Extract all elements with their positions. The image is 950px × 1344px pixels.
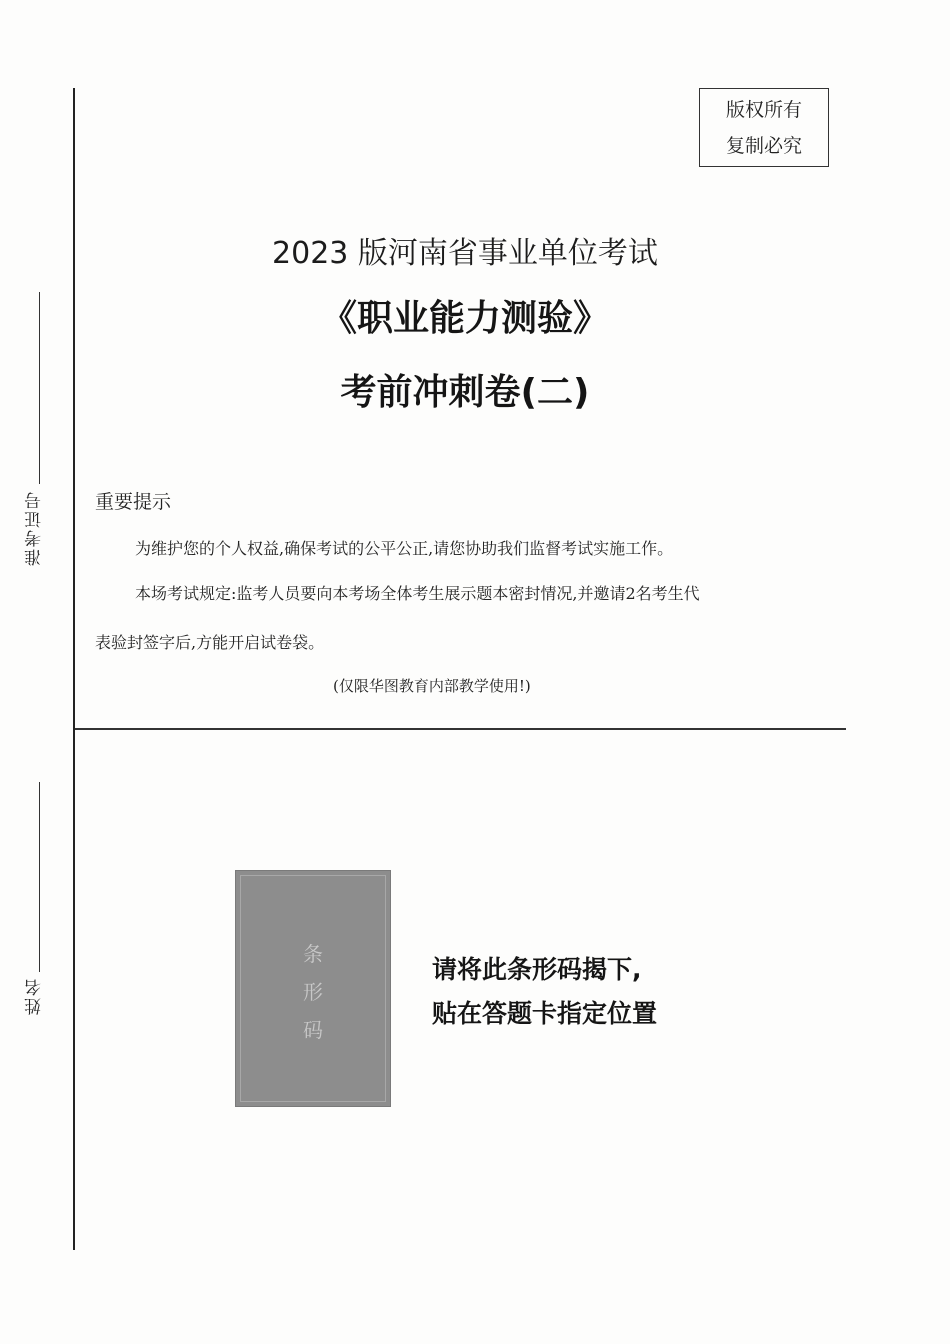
barcode-char: 形 <box>303 980 323 1004</box>
copyright-line-2: 复制必究 <box>725 134 802 157</box>
notice-heading: 重要提示 <box>95 491 172 513</box>
section-divider <box>75 728 846 730</box>
copyright-box <box>699 88 829 167</box>
exam-title: 2023 版河南省事业单位考试 <box>272 236 658 271</box>
barcode-instruction-line-2: 贴在答题卡指定位置 <box>432 999 658 1028</box>
barcode-instruction-line-1: 请将此条形码揭下, <box>432 955 642 984</box>
copyright-line-1: 版权所有 <box>725 98 802 121</box>
barcode-instruction <box>432 948 657 1036</box>
paper-title: 考前冲刺卷(二) <box>340 372 590 413</box>
name-label: 姓名 <box>25 977 45 1015</box>
binding-margin-line <box>73 88 75 1250</box>
notice-paragraph-1: 为维护您的个人权益,确保考试的公平公正,请您协助我们监督考试实施工作。 <box>135 539 674 558</box>
barcode-char: 条 <box>303 942 323 966</box>
barcode-label <box>236 935 390 1049</box>
notice-paragraph-2-line-1: 本场考试规定:监考人员要向本考场全体考生展示题本密封情况,并邀请2名考生代 <box>135 584 700 603</box>
notice-paragraph-2-line-2: 表验封签字后,方能开启试卷袋。 <box>95 633 325 652</box>
admission-number-write-line <box>39 292 40 484</box>
admission-number-label: 准考证号 <box>25 490 45 566</box>
name-write-line <box>39 782 40 972</box>
barcode-char: 码 <box>303 1018 323 1042</box>
usage-note: (仅限华图教育内部教学使用!) <box>333 677 531 695</box>
barcode-sticker <box>235 870 391 1107</box>
subject-title: 《职业能力测验》 <box>320 298 609 339</box>
